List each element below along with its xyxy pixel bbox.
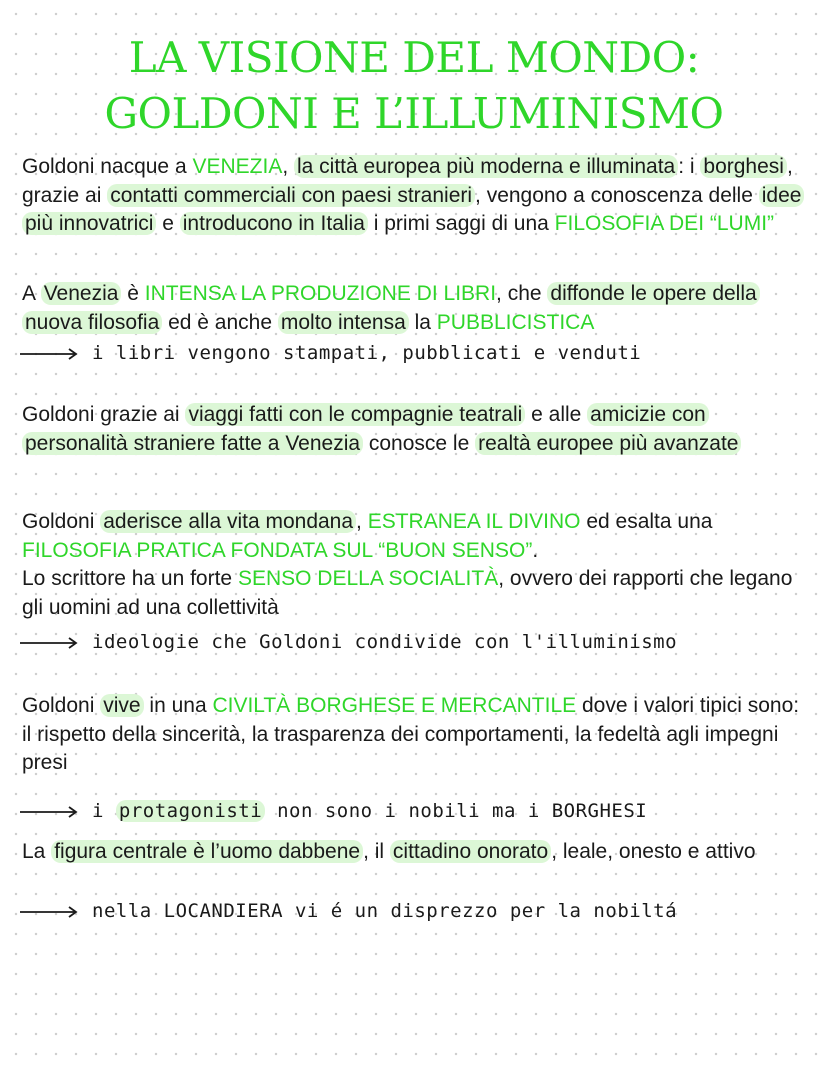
highlight: Venezia — [41, 282, 122, 305]
note-locandiera — [18, 897, 677, 925]
title-line-2: GOLDONI E L’ILLUMINISMO — [104, 89, 724, 138]
text: : i — [678, 155, 701, 178]
paragraph-mondana — [22, 508, 812, 622]
text: Goldoni — [22, 694, 101, 717]
text: è — [121, 282, 145, 305]
text: la — [408, 310, 437, 334]
note-libri — [18, 339, 641, 367]
text: in una — [143, 694, 213, 717]
text: . — [532, 538, 539, 562]
text: Goldoni nacque a — [22, 155, 193, 178]
text: Goldoni grazie ai — [22, 403, 186, 426]
highlight: amicizie con personalità straniere fatte a Venezia — [22, 403, 709, 455]
title-line-1: LA VISIONE DEL MONDO: — [128, 33, 700, 82]
highlight: viaggi fatti con le compagnie teatrali — [185, 403, 525, 426]
highlight: cittadino onorato — [390, 840, 551, 863]
note-text: i — [92, 800, 116, 822]
text: A — [22, 282, 41, 305]
highlight: figura centrale è l’uomo dabbene — [51, 840, 363, 863]
text: Lo scrittore ha un forte — [22, 567, 238, 590]
text: ed esalta una — [580, 510, 713, 533]
text: e alle — [525, 403, 588, 426]
highlight: borghesi — [700, 155, 787, 178]
text: La — [22, 840, 52, 863]
text: , ovvero dei rapporti che legano gli uomini ad una collettività — [22, 567, 793, 619]
keyword: CIVILTÀ BORGHESE E MERCANTILE — [212, 694, 577, 717]
highlight: aderisce alla vita mondana — [100, 510, 356, 533]
paragraph-civilta — [22, 692, 812, 778]
note-text: nella LOCANDIERA vi é un disprezzo per la nobiltá — [92, 900, 678, 922]
text: i primi saggi di una — [367, 212, 555, 235]
note-text: ideologie che Goldoni condivide con l'illuminismo — [92, 631, 678, 653]
paragraph-figura-centrale — [22, 838, 812, 867]
page-title — [0, 30, 828, 142]
text: Goldoni — [22, 510, 101, 533]
text: , — [282, 155, 294, 178]
keyword: FILOSOFIA PRATICA FONDATA SUL “BUON SENSO” — [22, 538, 533, 562]
paragraph-viaggi — [22, 401, 812, 458]
paragraph-libri — [22, 280, 812, 337]
keyword: VENEZIA — [192, 155, 283, 178]
highlight: molto intensa — [278, 311, 409, 334]
highlight: realtà europee più avanzate — [475, 432, 741, 455]
keyword: ESTRANEA IL DIVINO — [367, 510, 581, 533]
highlight: la città europea più moderna e illuminata — [294, 155, 678, 178]
text: e — [156, 212, 180, 235]
keyword: INTENSA LA PRODUZIONE DI LIBRI — [144, 282, 497, 305]
note-text: i libri vengono stampati, pubblicati e venduti — [92, 342, 642, 364]
text: , leale, onesto e attivo — [551, 840, 756, 863]
arrow-right-icon — [18, 806, 80, 818]
note-ideologie — [18, 628, 677, 656]
highlight: contatti commerciali con paesi stranieri — [107, 184, 475, 207]
text: , grazie ai — [22, 155, 793, 207]
highlight: vive — [100, 694, 143, 717]
highlight: introducono in Italia — [180, 212, 368, 235]
arrow-right-icon — [18, 637, 80, 649]
note-text: non sono i nobili ma i BORGHESI — [265, 800, 648, 822]
text: ed è anche — [162, 310, 278, 334]
text: , — [356, 510, 368, 533]
highlight: idee più innovatrici — [22, 184, 804, 236]
text: , vengono a conoscenza delle — [475, 183, 759, 207]
arrow-right-icon — [18, 906, 80, 918]
highlight: diffonde le opere della nuova filosofia — [22, 282, 760, 334]
keyword: FILOSOFIA DEI “LUMI” — [554, 212, 775, 235]
text: , il — [363, 840, 390, 863]
arrow-right-icon — [18, 348, 80, 360]
note-protagonisti — [18, 797, 647, 825]
highlight: protagonisti — [116, 800, 265, 822]
text: conosce le — [363, 431, 476, 455]
paragraph-venezia — [22, 153, 812, 239]
text: , che — [496, 282, 548, 305]
keyword: PUBBLICISTICA — [436, 310, 595, 334]
keyword: SENSO DELLA SOCIALITÀ — [237, 567, 499, 590]
text: dove i valori tipici sono: il rispetto della sincerità, la trasparenza dei comportamenti, la fedeltà agli impegni presi — [22, 694, 800, 774]
